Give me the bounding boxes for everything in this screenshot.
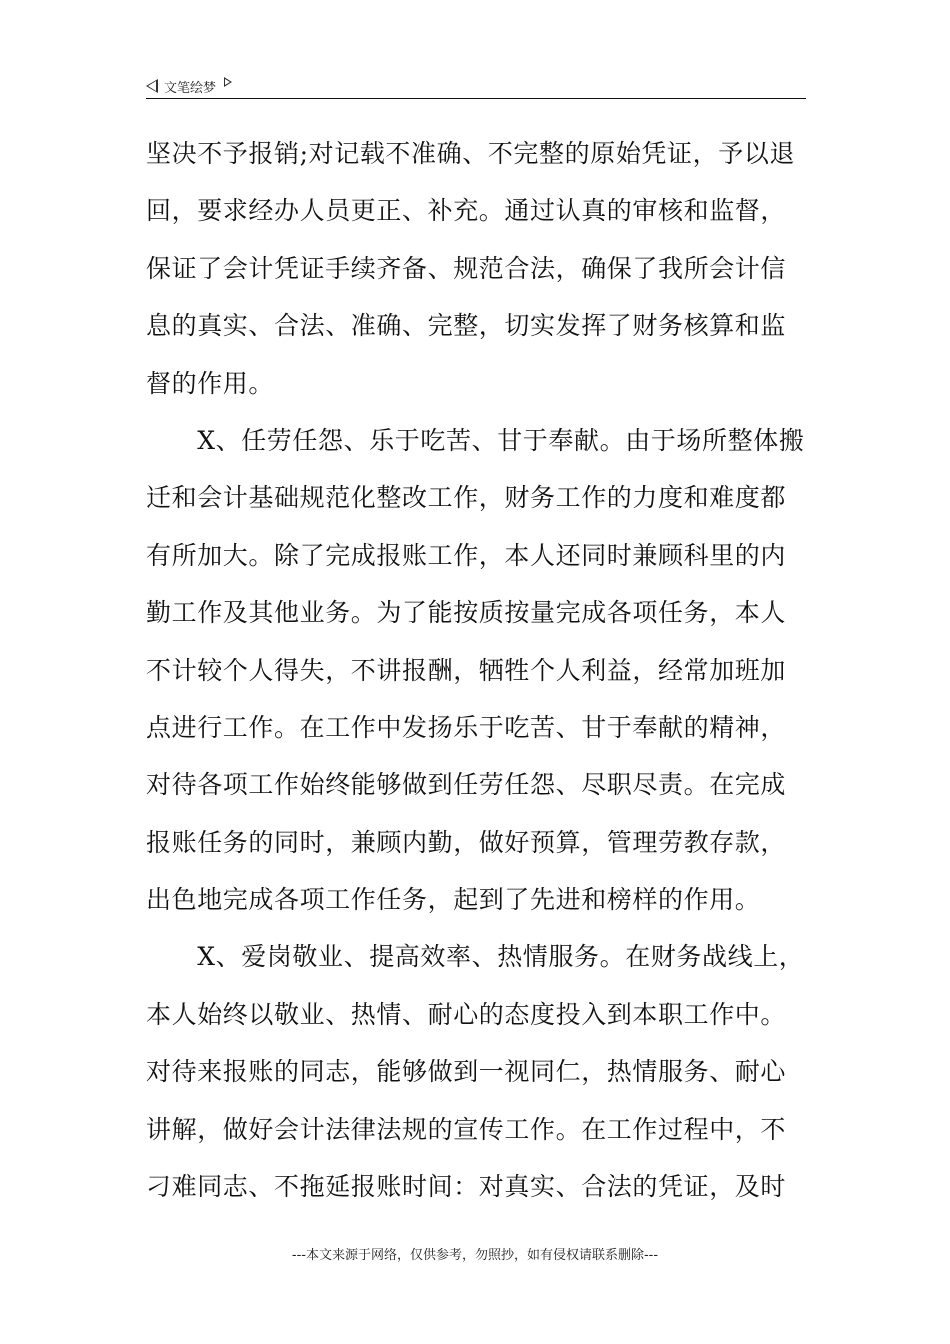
text-line: 回，要求经办人员更正、补充。通过认真的审核和监督， [146,196,787,226]
document-body [146,125,806,1215]
text-line: X、爱岗敬业、提高效率、热情服务。在财务战线上， [146,942,805,972]
text-line: 不计较个人得失，不讲报酬，牺牲个人利益，经常加班加 [146,655,787,685]
header-divider [146,98,806,99]
triangle-right-icon [224,77,232,87]
text-line: 坚决不予报销;对记载不准确、不完整的原始凭证，予以退 [146,139,796,168]
header-title: 文笔绘梦 [164,80,217,96]
text-line: 刁难同志、不拖延报账时间：对真实、合法的凭证，及时 [146,1172,787,1202]
text-line: 督的作用。 [146,368,275,398]
text-line: 勤工作及其他业务。为了能按质按量完成各项任务，本人 [146,598,787,628]
text-line: 出色地完成各项工作任务，起到了先进和榜样的作用。 [146,885,761,915]
text-line: 报账任务的同时，兼顾内勤，做好预算，管理劳教存款， [146,827,787,857]
triangle-left-icon [146,79,158,93]
text-line: 保证了会计凭证手续齐备、规范合法，确保了我所会计信 [146,253,787,283]
text-line: 息的真实、合法、准确、完整，切实发挥了财务核算和监 [146,311,787,341]
text-line: 对待各项工作始终能够做到任劳任怨、尽职尽责。在完成 [146,770,787,800]
text-line: 对待来报账的同志，能够做到一视同仁，热情服务、耐心 [146,1057,787,1087]
text-line: 迁和会计基础规范化整改工作，财务工作的力度和难度都 [146,483,787,513]
text-line: 有所加大。除了完成报账工作，本人还同时兼顾科里的内 [146,540,787,570]
page-footer: ---本文来源于网络，仅供参考，勿照抄，如有侵权请联系删除--- [291,1248,659,1263]
text-line: 讲解，做好会计法律法规的宣传工作。在工作过程中，不 [146,1114,787,1144]
text-line: 点进行工作。在工作中发扬乐于吃苦、甘于奉献的精神， [146,712,787,742]
text-line: X、任劳任怨、乐于吃苦、甘于奉献。由于场所整体搬 [146,425,805,455]
text-line: 本人始终以敬业、热情、耐心的态度投入到本职工作中。 [146,999,787,1029]
page-header [146,74,806,98]
